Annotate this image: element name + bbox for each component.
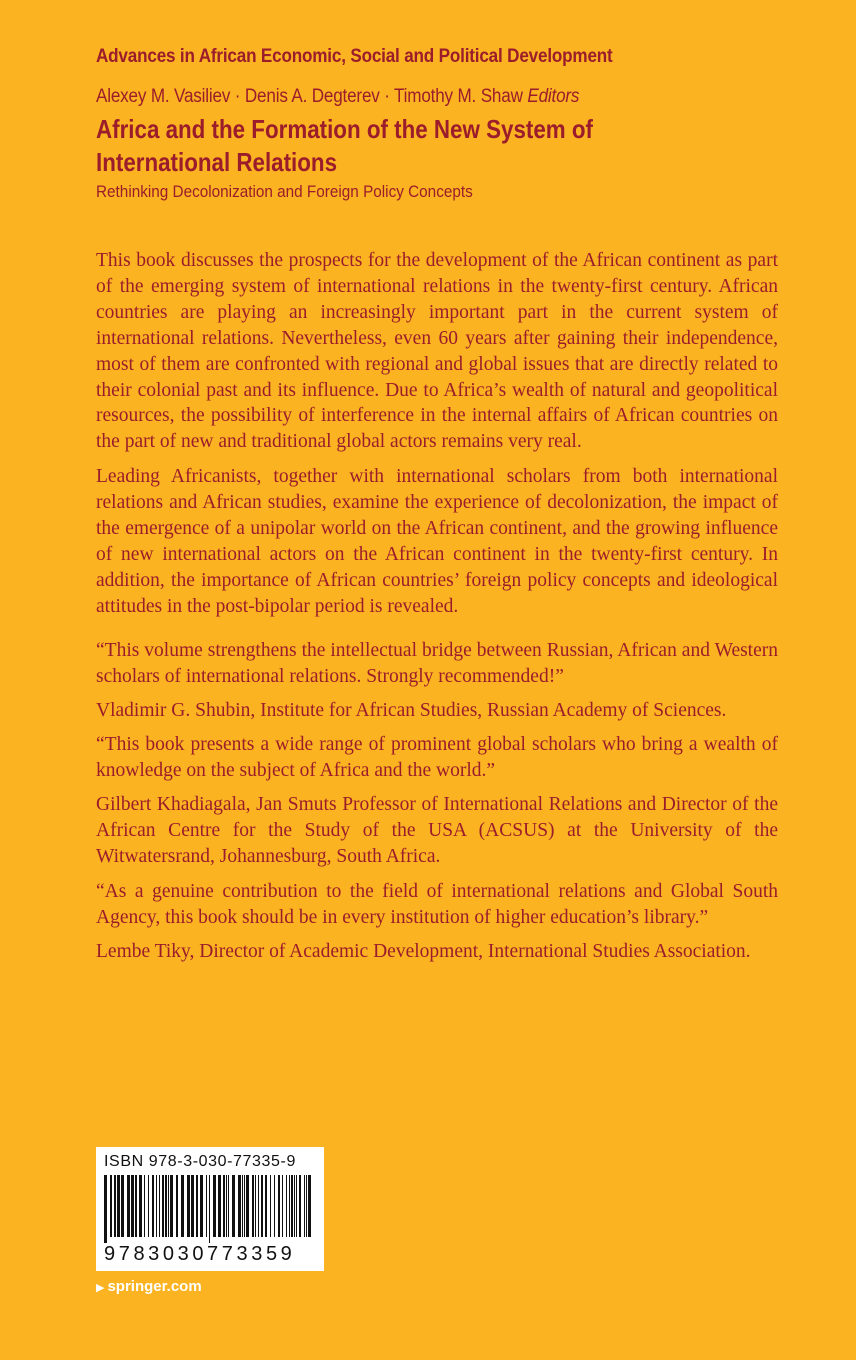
barcode-bar	[246, 1175, 249, 1237]
barcode-bar	[255, 1175, 256, 1237]
barcode-bar	[289, 1175, 290, 1237]
barcode-bar	[294, 1175, 295, 1237]
editors-line	[96, 86, 579, 108]
endorsement-quote-3: “As a genuine contribution to the field of international relations and Global South Agency, this book should be in every institution of higher education’s library.”	[96, 880, 778, 928]
barcode-bar	[191, 1175, 194, 1237]
barcode-bar	[261, 1175, 263, 1237]
endorsement-quote-1: “This volume strengthens the intellectual bridge between Russian, African and Western scholars of international relations. Strongly recommended!”	[96, 639, 778, 687]
barcode-bar	[228, 1175, 229, 1237]
barcode-bar	[148, 1175, 149, 1237]
book-title: Africa and the Formation of the New System of International Relations	[96, 114, 593, 177]
series-title: Advances in African Economic, Social and Political Development	[96, 46, 613, 67]
barcode-bar	[209, 1175, 210, 1243]
barcode-box	[96, 1147, 324, 1271]
barcode-bar	[121, 1175, 124, 1237]
barcode-bar	[296, 1175, 297, 1237]
editor-role: Editors	[527, 86, 580, 107]
publisher-url: springer.com	[107, 1278, 202, 1295]
barcode-bar	[114, 1175, 116, 1237]
barcode-bar	[127, 1175, 130, 1237]
barcode-digits: 9783030773359	[104, 1243, 296, 1265]
barcode-bar	[117, 1175, 120, 1237]
endorsement-attribution-2: Gilbert Khadiagala, Jan Smuts Professor of International Relations and Director of the African Centre for the Study of the USA (ACSUS) at the University of the Witwatersrand, Johannesburg, South Africa.	[96, 794, 778, 868]
barcode-bar	[165, 1175, 167, 1237]
barcode-bar	[152, 1175, 154, 1237]
isbn-label: ISBN 978-3-030-77335-9	[104, 1153, 296, 1170]
editor-names: Alexey M. Vasiliev · Denis A. Degterev · Timothy M. Shaw	[96, 86, 523, 107]
barcode-bar	[223, 1175, 225, 1237]
barcode-bar	[226, 1175, 227, 1237]
endorsement-attribution-3: Lembe Tiky, Director of Academic Development, International Studies Association.	[96, 940, 751, 962]
barcode-bar	[144, 1175, 145, 1237]
barcode-bar	[196, 1175, 198, 1237]
barcode-bar	[176, 1175, 178, 1237]
endorsement-attribution-1: Vladimir G. Shubin, Institute for African Studies, Russian Academy of Sciences.	[96, 699, 727, 721]
description-paragraph-2: Leading Africanists, together with international scholars from both international relations and African studies, examine the experience of decolonization, the impact of the emergence of a unipolar world on the African continent, and the growing influence of new international actors on the African continent in the twenty-first century. In addition, the importance of African countries’ foreign policy concepts and ideological attitudes in the post-bipolar period is revealed.	[96, 466, 778, 617]
barcode-bar	[238, 1175, 241, 1237]
barcode-bar	[131, 1175, 134, 1237]
barcode-bar	[181, 1175, 184, 1237]
barcode-bar	[139, 1175, 142, 1237]
barcode-bar	[206, 1175, 207, 1237]
barcode-bar	[162, 1175, 164, 1237]
barcode-bar	[270, 1175, 271, 1237]
barcode-bar	[306, 1175, 307, 1237]
barcode-bar	[135, 1175, 137, 1237]
barcode-bar	[244, 1175, 245, 1237]
barcode-bar	[265, 1175, 267, 1237]
barcode-bar	[282, 1175, 283, 1237]
barcode-bar	[104, 1175, 107, 1243]
barcode-bar	[156, 1175, 157, 1237]
barcode-bar	[170, 1175, 173, 1237]
publisher-link[interactable]	[96, 1278, 202, 1295]
barcode-bar	[291, 1175, 293, 1237]
play-arrow-icon: ▶	[96, 1282, 105, 1294]
barcode-bar	[258, 1175, 259, 1237]
barcode-bar	[308, 1175, 311, 1237]
barcode-bar	[213, 1175, 216, 1237]
barcode-bar	[200, 1175, 203, 1237]
barcode-bar	[187, 1175, 190, 1237]
endorsement-quote-2: “This book presents a wide range of prominent global scholars who bring a wealth of knowledge on the subject of Africa and the world.”	[96, 734, 778, 782]
barcode-bar	[159, 1175, 160, 1237]
barcode-bar	[168, 1175, 169, 1237]
barcode-bar	[110, 1175, 112, 1237]
book-subtitle: Rethinking Decolonization and Foreign Policy Concepts	[96, 182, 473, 201]
barcode-bar	[218, 1175, 221, 1237]
barcode-bar	[286, 1175, 287, 1237]
barcode-bar	[242, 1175, 243, 1237]
description-paragraph-1: This book discusses the prospects for the development of the African continent as part of the emerging system of international relations in the twenty-first century. African countries are playing an increasingly important part in the current system of international relations. Nevertheless, even 60 years after gaining their independence, most of them are confronted with regional and global issues that are directly related to their colonial past and its influence. Due to Africa’s wealth of natural and geopolitical resources, the possibility of interference in the internal affairs of African countries on the part of new and traditional global actors remains very real.	[96, 250, 778, 453]
barcode-bar	[252, 1175, 254, 1237]
barcode-bar	[299, 1175, 301, 1237]
back-cover-text	[96, 248, 778, 974]
barcode-bar	[278, 1175, 280, 1237]
barcode-bar	[232, 1175, 235, 1237]
barcode-bar	[304, 1175, 305, 1237]
barcode-bars	[104, 1175, 316, 1243]
barcode-bar	[274, 1175, 275, 1237]
